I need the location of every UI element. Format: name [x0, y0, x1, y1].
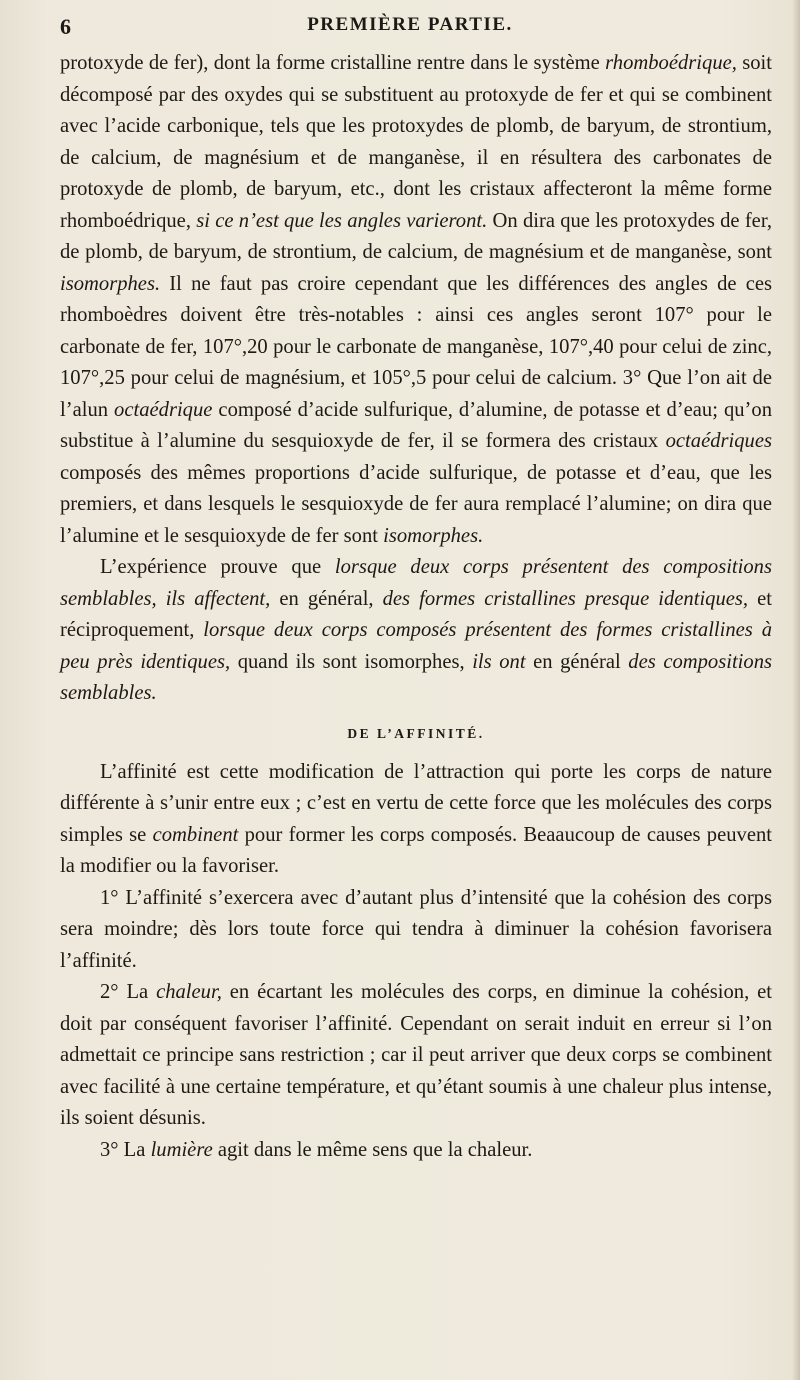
page-body: [60, 48, 772, 1166]
running-title: PREMIÈRE PARTIE.: [307, 14, 513, 35]
section-heading: DE L’AFFINITÉ.: [347, 725, 485, 741]
paragraph-light: 3° La lumière agit dans le même sens que la chaleur.: [100, 1138, 533, 1161]
paragraph-isomorphism-examples: protoxyde de fer), dont la forme cristalline rentre dans le système rhomboédrique, soit décomposé par des oxydes qui se substituent au protoxyde de fer et qui se combinent avec l’acide carbonique, tels que les protoxydes de plomb, de baryum, de strontium, de calcium, de magnésium et de manganèse, il en résultera des carbonates de protoxyde de plomb, de baryum, etc., dont les cristaux affecteront la même forme rhomboédrique, si ce n’est que les angles varieront. On dira que les protoxydes de fer, de plomb, de baryum, de strontium, de calcium, de magnésium et de manganèse, sont isomorphes. Il ne faut pas croire cependant que les différences des angles de ces rhomboèdres doivent être très-notables : ainsi ces angles seront 107° pour le carbonate de fer, 107°,20 pour le carbonate de manganèse, 107°,40 pour celui de zinc, 107°,25 pour celui de magnésium, et 105°,5 pour celui de calcium. 3° Que l’on ait de l’alun octaédrique composé d’acide sulfurique, d’alumine, de potasse et d’eau; qu’on substitue à l’alumine du sesquioxyde de fer, il se formera des cristaux octaédriques composés des mêmes proportions d’acide sulfurique, de potasse et d’eau, que les premiers, et dans lesquels le sesquioxyde de fer aura remplacé l’alumine; on dira que l’alumine et le sesquioxyde de fer sont isomorphes.: [60, 52, 772, 547]
running-head: [60, 6, 760, 46]
paragraph-affinity-definition: L’affinité est cette modification de l’attraction qui porte les corps de nature différente à s’unir entre eux ; c’est en vertu de cette force que les molécules des corps simples se combinent pour former les corps composés. Beaaucoup de causes peuvent la modifier ou la favoriser.: [60, 760, 772, 877]
page-number: 6: [60, 14, 71, 39]
page-edge-shadow: [792, 0, 800, 1380]
paragraph-heat: 2° La chaleur, en écartant les molécules des corps, en diminue la cohésion, et doit par conséquent favoriser l’affinité. Cependant on serait induit en erreur si l’on admettait ce principe sans restriction ; car il peut arriver que deux corps se combinent avec facilité à une certaine température, et qu’étant soumis à une chaleur plus intense, ils soient désunis.: [60, 981, 772, 1129]
paragraph-isomorphism-law: L’expérience prouve que lorsque deux corps présentent des compositions semblables, ils affectent, en général, des formes cristallines presque identiques, et réciproquement, lorsque deux corps composés présentent des formes cristallines à peu près identiques, quand ils sont isomorphes, ils ont en général des compositions semblables.: [60, 556, 773, 704]
paragraph-cohesion: 1° L’affinité s’exercera avec d’autant plus d’intensité que la cohésion des corps sera moindre; dès lors toute force qui tendra à diminuer la cohésion favorisera l’affinité.: [60, 886, 772, 972]
